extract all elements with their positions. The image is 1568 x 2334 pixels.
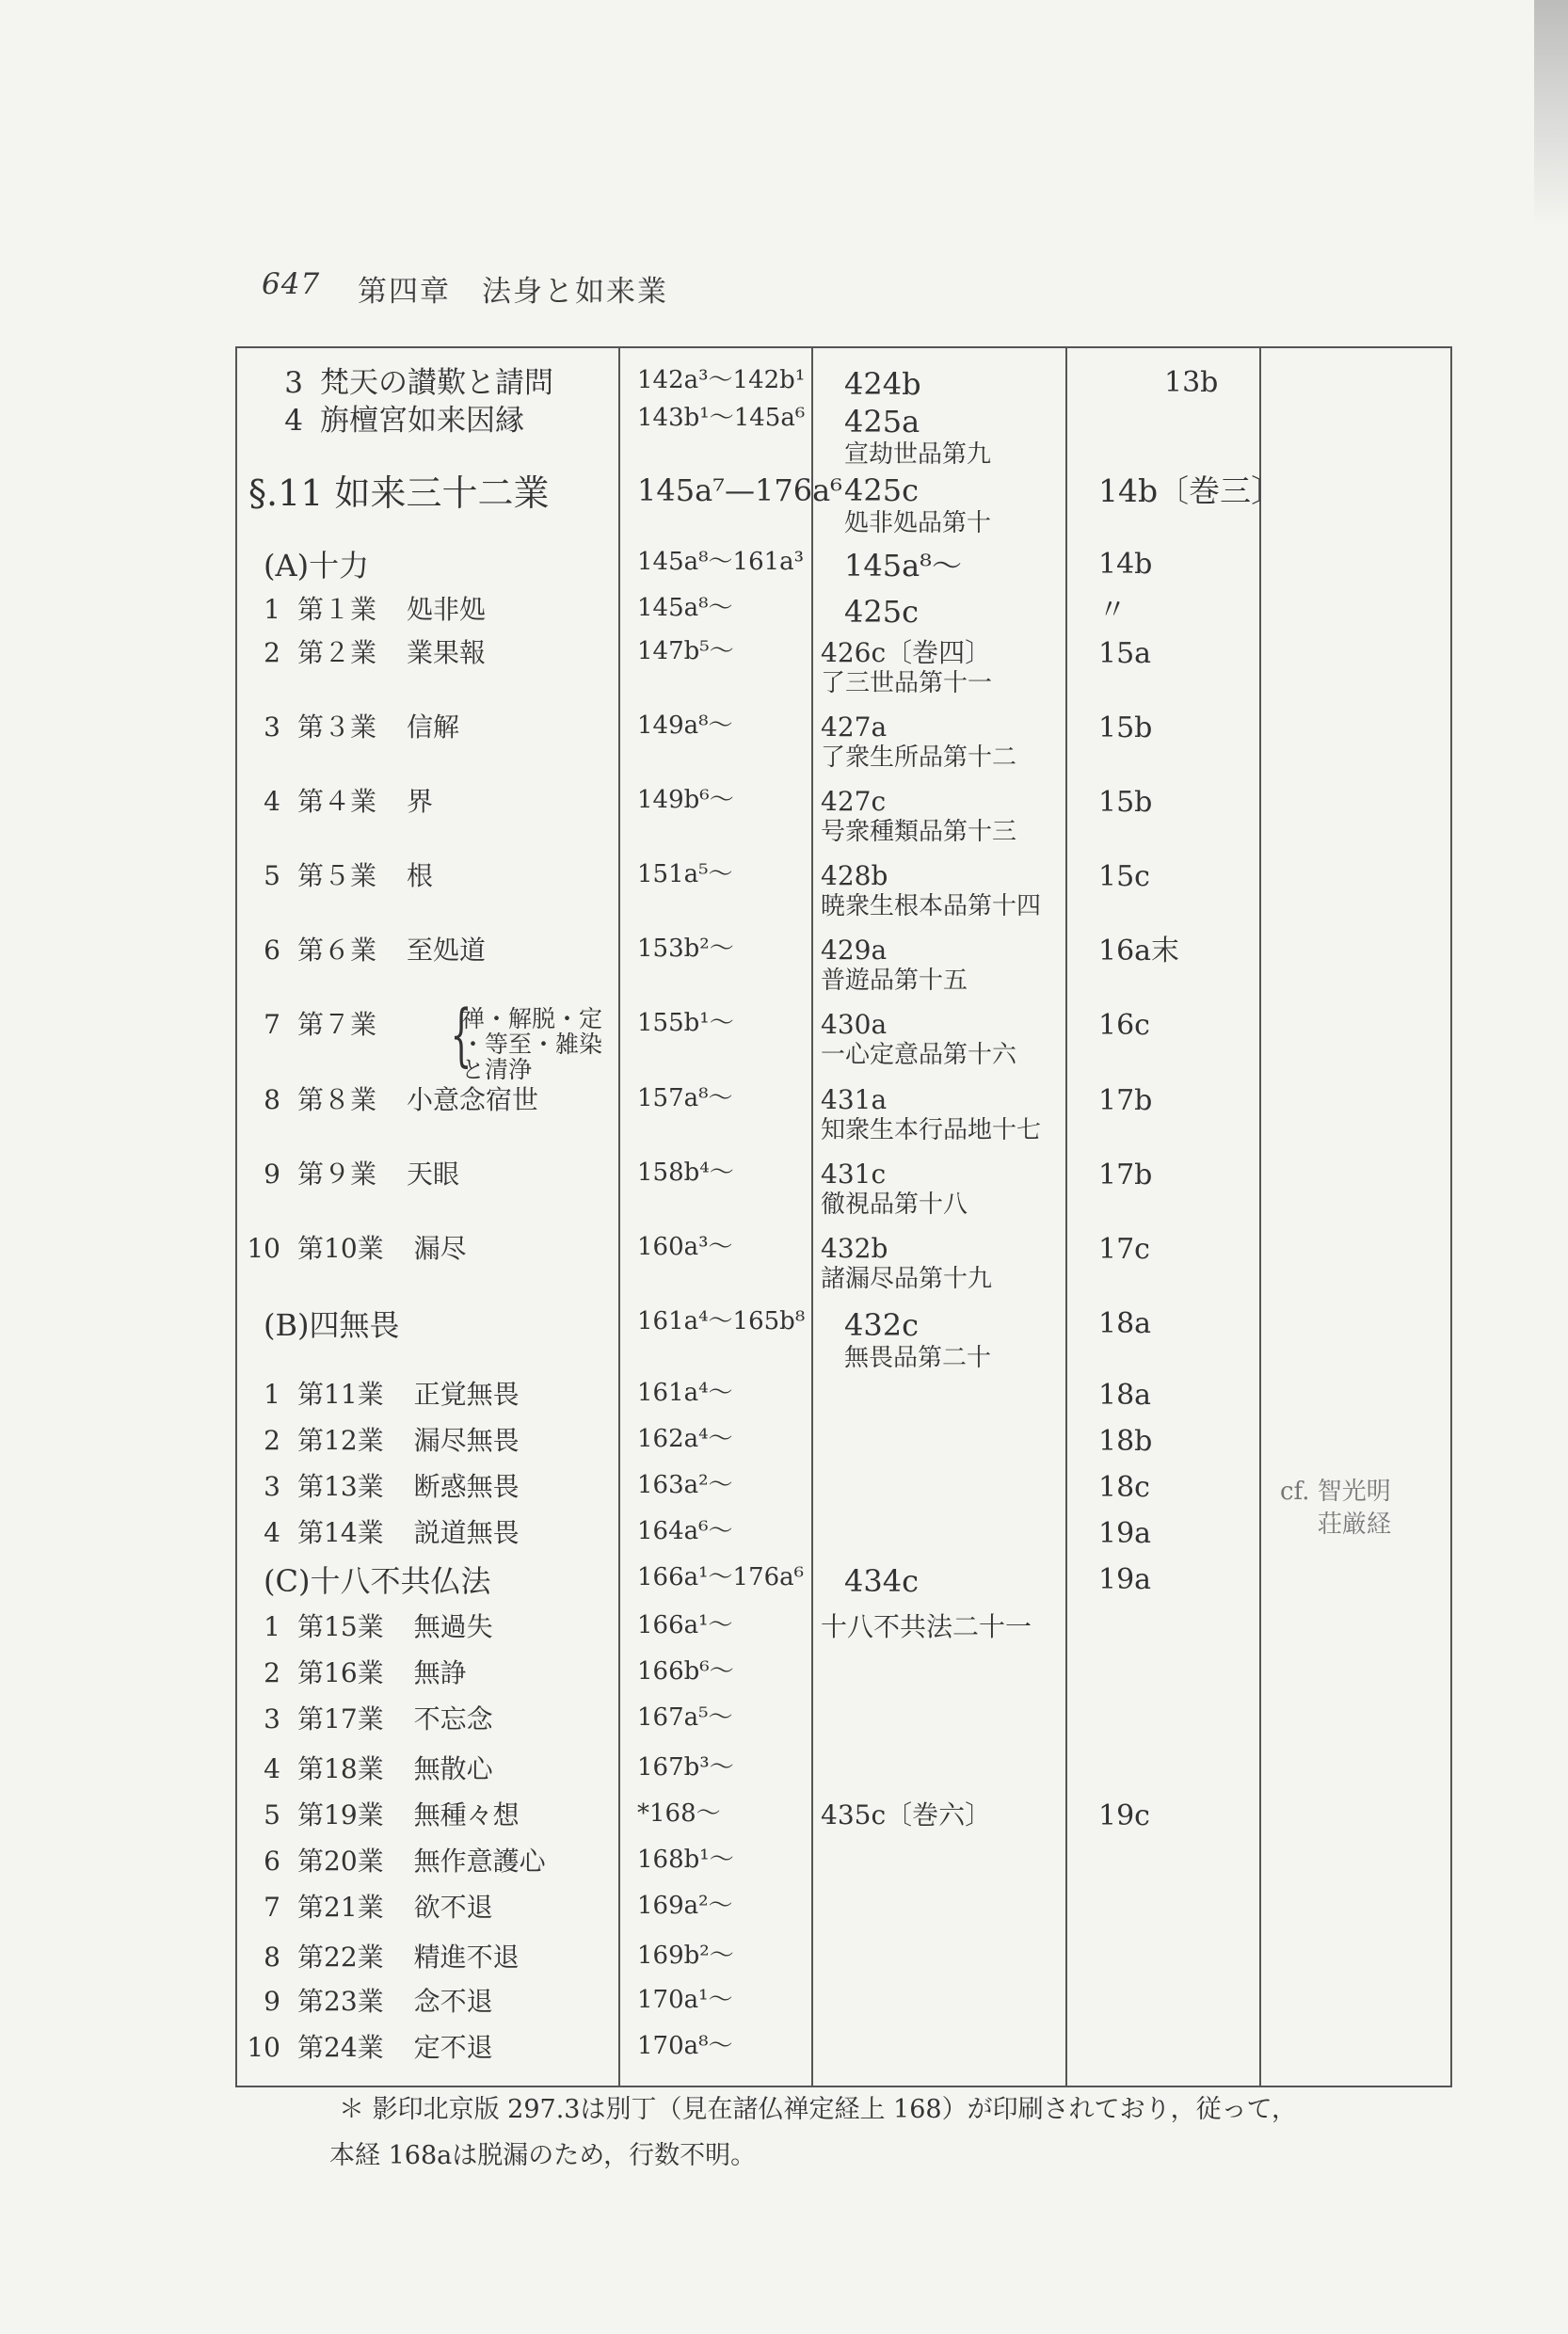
item-number: 7 (264, 1009, 280, 1040)
ref-peking: 166a¹～176a⁶ (637, 1563, 805, 1591)
ref-taisho-page: 427a (821, 711, 888, 743)
item-label (237, 861, 433, 891)
item-title: 第13業 (297, 1471, 384, 1502)
item-title: 第20業 (297, 1846, 384, 1877)
ref-taisho-page: 145a⁸～ (844, 548, 962, 584)
item-subject: 処非処 (407, 594, 487, 625)
ref-taisho (821, 787, 1016, 847)
item-title: 第２業 (297, 637, 377, 668)
item-title: 第９業 (297, 1159, 377, 1190)
item-title: 第10業 (297, 1233, 384, 1264)
ref-taisho (821, 1010, 1016, 1070)
item-label (237, 1472, 520, 1502)
item-number: 4 (264, 1753, 280, 1784)
ref-taisho-page: 430a (821, 1009, 888, 1040)
ref-taisho-page: 432b (821, 1233, 888, 1264)
ref-taisho (844, 549, 962, 584)
item-subject: 無過失 (413, 1611, 493, 1642)
item-label: (A)十力 (264, 548, 370, 584)
ref-taisho-page: 428b (821, 860, 888, 891)
item-label (237, 1518, 520, 1548)
item-number: 8 (264, 1084, 280, 1115)
ref-peking: 145a⁸～ (637, 594, 733, 622)
ref-peking: 169b²～ (637, 1942, 734, 1970)
ref-peking: 162a⁴～ (637, 1425, 733, 1453)
column-divider (1065, 348, 1067, 2086)
ref-peking: 160a³～ (637, 1233, 733, 1261)
ref-peking: 142a³～142b¹ (637, 366, 806, 394)
item-label (237, 1893, 493, 1923)
item-number: 5 (264, 860, 280, 891)
item-label (237, 367, 553, 401)
cf-note-line: cf. 智光明 (1280, 1478, 1391, 1506)
ref-chinese: 19c (1098, 1799, 1150, 1832)
item-subject: 定不退 (413, 2032, 493, 2063)
item-label (237, 2033, 493, 2063)
item-title: 第８業 (297, 1084, 377, 1115)
item-title: 第15業 (297, 1611, 384, 1642)
chapter-name: 一心定意品第十六 (821, 1041, 1017, 1070)
chapter-name: 諸漏尽品第十九 (821, 1265, 993, 1294)
ref-peking: 145a⁸～161a³ (637, 548, 805, 576)
ref-chinese: 16a末 (1098, 935, 1180, 967)
item-label: (B)四無畏 (264, 1307, 400, 1343)
ref-taisho (821, 1612, 1032, 1642)
item-number: 7 (264, 1892, 280, 1923)
ref-taisho (821, 712, 1016, 773)
ref-taisho-page: 431a (821, 1084, 888, 1115)
item-label (237, 638, 486, 668)
item-number: 5 (264, 1799, 280, 1830)
item-subject: 不忘念 (413, 1703, 493, 1735)
item-subject: 断惑無畏 (413, 1471, 520, 1502)
column-divider (618, 348, 620, 2086)
brace-item: 禅・解脱・定 (461, 1005, 603, 1032)
ref-chinese: 19a (1098, 1563, 1152, 1596)
ref-chinese: 17c (1098, 1233, 1150, 1266)
ref-chinese: 17b (1098, 1084, 1153, 1117)
chapter-name: 了三世品第十一 (821, 669, 993, 698)
item-subject: 無諍 (413, 1657, 467, 1688)
item-subject: 業果報 (407, 637, 487, 668)
brace-bracket: { (450, 995, 472, 1074)
ref-peking: 161a⁴～165b⁸ (637, 1307, 806, 1335)
item-subject: 根 (407, 860, 434, 891)
ref-chinese: 18c (1098, 1471, 1150, 1504)
ref-peking: 169a²～ (637, 1892, 733, 1920)
item-number: 6 (264, 935, 280, 966)
item-subject: 天眼 (407, 1159, 460, 1190)
ref-peking: 170a⁸～ (637, 2032, 733, 2060)
item-subject: 漏尽 (413, 1233, 467, 1264)
ref-peking: 151a⁵～ (637, 860, 733, 888)
ref-taisho (821, 1800, 991, 1830)
item-title: 第５業 (297, 860, 377, 891)
item-title: 第３業 (297, 711, 377, 743)
item-title: 第12業 (297, 1425, 384, 1456)
item-subject: 正覚無畏 (413, 1379, 520, 1410)
item-subject: 界 (407, 786, 434, 817)
item-label (237, 1010, 376, 1040)
ref-taisho (821, 935, 968, 996)
ref-peking: 157a⁸～ (637, 1084, 733, 1112)
item-label (237, 1159, 459, 1190)
item-title: 第７業 (297, 1009, 377, 1040)
ref-peking: 158b⁴～ (637, 1159, 734, 1187)
ref-peking: 167b³～ (637, 1753, 734, 1782)
item-subject: 漏尽無畏 (413, 1425, 520, 1456)
ref-taisho-page: 429a (821, 935, 888, 966)
ref-chinese: 19a (1098, 1517, 1152, 1550)
item-number: 4 (264, 1517, 280, 1548)
page-number: 647 (262, 267, 321, 301)
item-label (237, 935, 486, 966)
ref-taisho-page: 425a (844, 404, 920, 440)
chapter-title: 第四章 法身と如来業 (358, 275, 668, 309)
ref-taisho-page: 434c (844, 1563, 919, 1599)
item-label (237, 1754, 493, 1784)
item-subject: 説道無畏 (413, 1517, 520, 1548)
ref-taisho (821, 1234, 992, 1294)
item-label: (C)十八不共仏法 (264, 1563, 491, 1599)
item-subject: 無種々想 (413, 1799, 520, 1830)
item-title: 第１業 (297, 594, 377, 625)
ref-taisho (821, 1085, 1041, 1145)
ref-chinese: 15b (1098, 786, 1153, 819)
cf-note (1280, 1476, 1391, 1542)
footnote (329, 2087, 1468, 2179)
item-label (237, 1234, 467, 1264)
ref-peking: 161a⁴～ (637, 1379, 733, 1407)
item-subject: 念不退 (413, 1986, 493, 2017)
item-subject: 信解 (407, 711, 460, 743)
item-subject: 精進不退 (413, 1942, 520, 1973)
item-number: 3 (264, 1471, 280, 1502)
item-number: 9 (264, 1159, 280, 1190)
item-title: 第16業 (297, 1657, 384, 1688)
ref-chinese: 14b〔巻三〕 (1098, 472, 1283, 509)
chapter-name: 知衆生本行品地十七 (821, 1116, 1042, 1145)
ref-taisho (844, 473, 991, 538)
item-label (237, 1800, 520, 1830)
ref-taisho (844, 367, 921, 402)
item-label (237, 1704, 493, 1735)
item-title: 第24業 (297, 2032, 384, 2063)
item-title: 第４業 (297, 786, 377, 817)
item-label (237, 1612, 493, 1642)
chapter-name: 宣劫世品第九 (844, 440, 992, 469)
ref-taisho-page: 431c (821, 1159, 887, 1190)
item-number: 2 (264, 1425, 280, 1456)
ref-peking: 143b¹～145a⁶ (637, 404, 806, 432)
ref-taisho (821, 638, 992, 698)
ref-peking: 163a²～ (637, 1471, 733, 1499)
item-number: 8 (264, 1942, 280, 1973)
item-number: 3 (264, 1703, 280, 1735)
ref-peking: 166a¹～ (637, 1611, 733, 1639)
page-header (262, 267, 668, 309)
item-subject: 小意念宿世 (407, 1084, 539, 1115)
ref-peking: 155b¹～ (637, 1009, 734, 1037)
ref-chinese: 18a (1098, 1379, 1152, 1412)
item-number: 4 (264, 786, 280, 817)
scan-edge-shadow (1534, 0, 1568, 226)
ref-chinese: 16c (1098, 1009, 1150, 1042)
chapter-name: 徹視品第十八 (821, 1191, 968, 1220)
ref-chinese: 15b (1098, 711, 1153, 744)
item-label (237, 1987, 493, 2017)
item-title: 第18業 (297, 1753, 384, 1784)
item-label (237, 595, 486, 625)
ref-taisho-page: 十八不共法二十一 (821, 1611, 1032, 1642)
item-label (237, 1846, 546, 1877)
ref-peking: 170a¹～ (637, 1986, 733, 2014)
footnote-line: ＊ 影印北京版 297.3は別丁（見在諸仏禅定経上 168）が印刷されており，従って， (339, 2095, 1298, 2124)
ref-taisho-page: 432c (844, 1307, 919, 1343)
footnote-line: 本経 168aは脱漏のため，行数不明。 (329, 2140, 757, 2170)
ref-taisho (844, 1564, 919, 1599)
item-subject: 至処道 (407, 935, 487, 966)
item-label (237, 712, 459, 743)
ref-taisho-page: 425c (844, 594, 919, 630)
item-label: §.11 如来三十二業 (248, 472, 550, 514)
ref-chinese: 17b (1098, 1159, 1153, 1191)
item-title: 梵天の讃歎と請問 (320, 366, 553, 400)
ref-taisho (844, 405, 991, 470)
ref-peking: *168～ (637, 1799, 721, 1828)
item-subject: 無作意護心 (413, 1846, 546, 1877)
brace-items (461, 1006, 602, 1082)
item-label (237, 1085, 538, 1115)
ref-chinese: 13b (1164, 366, 1219, 399)
item-number: 9 (264, 1986, 280, 2017)
item-label (237, 1942, 520, 1973)
chapter-name: 号衆種類品第十三 (821, 818, 1017, 847)
item-title: 第11業 (297, 1379, 384, 1410)
item-title: 第19業 (297, 1799, 384, 1830)
item-title: 旃檀宮如来因縁 (320, 404, 524, 438)
item-number: 3 (264, 711, 280, 743)
item-number: 10 (247, 2032, 280, 2063)
ref-taisho-page: 424b (844, 366, 921, 402)
item-title: 第６業 (297, 935, 377, 966)
ref-peking: 149a⁸～ (637, 711, 733, 740)
cf-note-line: 荘厳経 (1318, 1511, 1392, 1540)
ref-taisho (821, 1159, 968, 1220)
ref-peking: 164a⁶～ (637, 1517, 733, 1545)
item-number: 1 (264, 1379, 280, 1410)
item-subject: 無散心 (413, 1753, 493, 1784)
item-title: 第21業 (297, 1892, 384, 1923)
item-number: 2 (264, 637, 280, 668)
ref-peking: 167a⁵～ (637, 1703, 733, 1732)
column-divider (811, 348, 813, 2086)
item-number: 6 (264, 1846, 280, 1877)
item-label (237, 1380, 520, 1410)
ref-taisho (844, 1308, 991, 1373)
item-label (237, 405, 524, 439)
concordance-table (235, 346, 1452, 2087)
ref-taisho-page: 427c (821, 786, 887, 817)
ref-taisho-page: 435c〔巻六〕 (821, 1799, 992, 1830)
chapter-name: 普遊品第十五 (821, 967, 968, 996)
item-subject: 欲不退 (413, 1892, 493, 1923)
item-title: 第14業 (297, 1517, 384, 1548)
brace-item: ・等至・雑染 (461, 1031, 603, 1058)
chapter-name: 了衆生所品第十二 (821, 743, 1017, 773)
ref-chinese: 15a (1098, 637, 1152, 670)
item-label (237, 1658, 467, 1688)
chapter-name: 無畏品第二十 (844, 1343, 992, 1372)
item-number: 10 (247, 1233, 280, 1264)
ref-peking: 168b¹～ (637, 1846, 734, 1874)
item-number: 1 (264, 594, 280, 625)
item-title: 第23業 (297, 1986, 384, 2017)
ref-chinese: 14b (1098, 548, 1153, 581)
ref-peking: 153b²～ (637, 935, 734, 963)
chapter-name: 処非処品第十 (844, 508, 992, 537)
item-label (237, 1426, 520, 1456)
item-number: 1 (264, 1611, 280, 1642)
column-divider (1259, 348, 1261, 2086)
ref-chinese: 〃 (1098, 594, 1127, 627)
ref-chinese: 15c (1098, 860, 1150, 893)
item-number: 3 (284, 366, 303, 400)
item-title: 第17業 (297, 1703, 384, 1735)
chapter-name: 暁衆生根本品第十四 (821, 892, 1042, 921)
item-title: 第22業 (297, 1942, 384, 1973)
ref-taisho-page: 425c (844, 472, 919, 508)
item-label (237, 787, 433, 817)
ref-taisho (821, 861, 1041, 921)
ref-taisho-page: 426c〔巻四〕 (821, 637, 992, 668)
brace-item: と清浄 (461, 1056, 533, 1083)
ref-peking: 166b⁶～ (637, 1657, 734, 1686)
ref-peking: 149b⁶～ (637, 786, 734, 814)
item-number: 2 (264, 1657, 280, 1688)
ref-taisho (844, 595, 919, 630)
ref-chinese: 18a (1098, 1307, 1152, 1340)
ref-peking: 145a⁷—176a⁶ (637, 472, 842, 508)
ref-peking: 147b⁵～ (637, 637, 734, 665)
ref-chinese: 18b (1098, 1425, 1153, 1458)
item-number: 4 (284, 404, 303, 438)
